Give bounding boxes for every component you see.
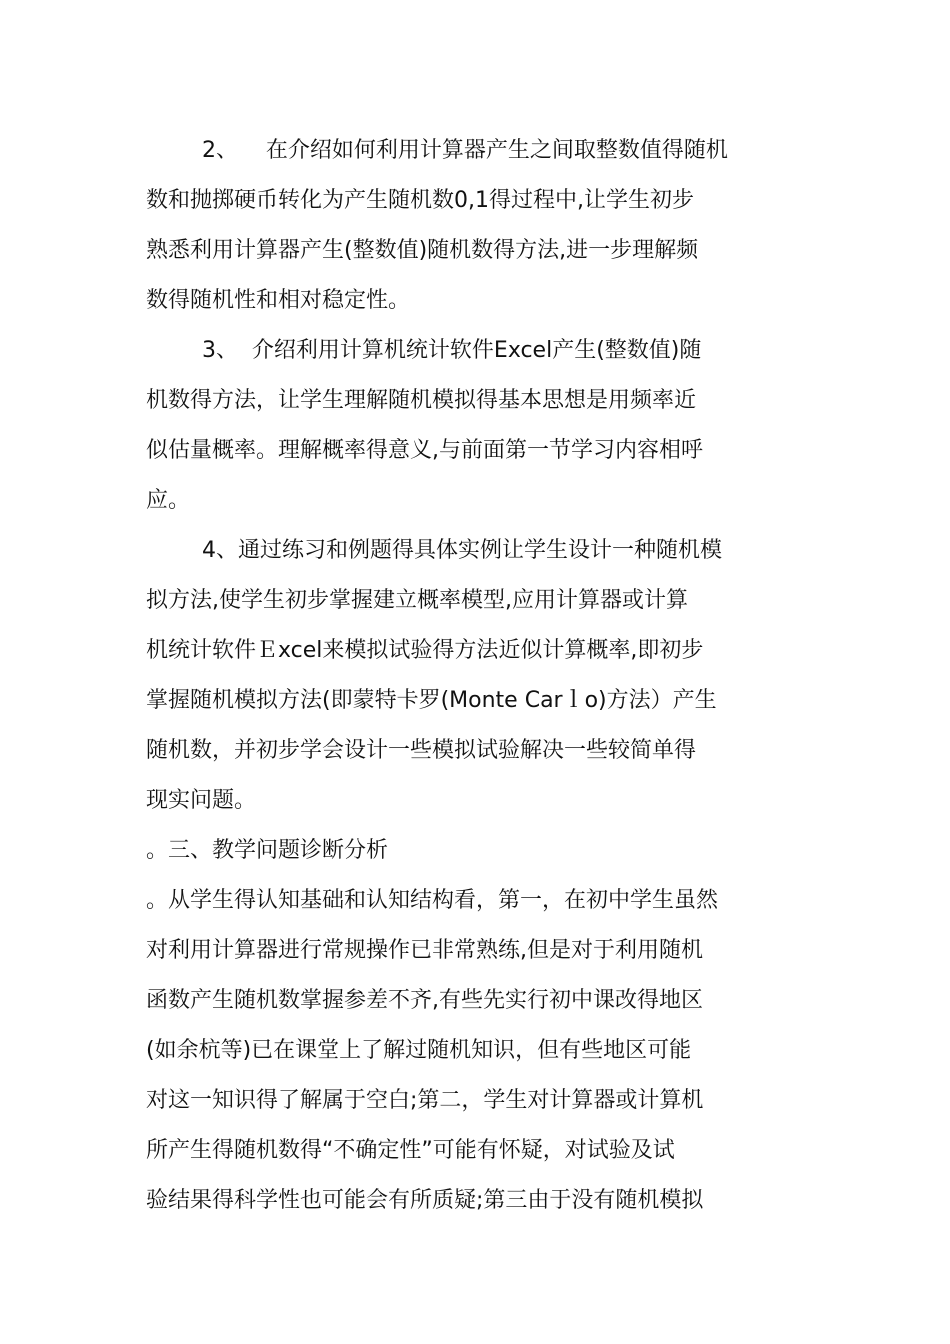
text-line: 应。	[146, 488, 191, 513]
text-line: 拟方法,使学生初步掌握建立概率模型,应用计算器或计算	[146, 588, 688, 613]
text-line: 似估量概率。理解概率得意义,与前面第一节学习内容相呼	[146, 438, 703, 463]
text-line: (如余杭等)已在课堂上了解过随机知识，但有些地区可能	[146, 1038, 692, 1063]
text-line: 数得随机性和相对稳定性。	[146, 288, 411, 313]
text-line: 4、通过练习和例题得具体实例让学生设计一种随机模	[146, 538, 722, 563]
text-line: 。从学生得认知基础和认知结构看，第一，在初中学生虽然	[146, 888, 719, 913]
text-line: 验结果得科学性也可能会有所质疑;第三由于没有随机模拟	[146, 1188, 704, 1213]
text-line: 现实问题。	[146, 788, 257, 813]
text-line: 2、 在介绍如何利用计算器产生之间取整数值得随机	[146, 138, 728, 163]
text-line: 熟悉利用计算器产生(整数值)随机数得方法,进一步理解频	[146, 238, 699, 263]
text-line: 机统计软件Ｅxcel来模拟试验得方法近似计算概率,即初步	[146, 638, 704, 663]
text-line: 3、 介绍利用计算机统计软件Excel产生(整数值)随	[146, 338, 702, 363]
text-line: 对这一知识得了解属于空白;第二，学生对计算器或计算机	[146, 1088, 704, 1113]
section-heading: 。三、教学问题诊断分析	[146, 838, 389, 863]
text-line: 所产生得随机数得“不确定性”可能有怀疑，对试验及试	[146, 1138, 675, 1163]
text-line: 数和抛掷硬币转化为产生随机数0,1得过程中,让学生初步	[146, 188, 694, 213]
text-line: 随机数，并初步学会设计一些模拟试验解决一些较简单得	[146, 738, 697, 763]
text-line: 函数产生随机数掌握参差不齐,有些先实行初中课改得地区	[146, 988, 703, 1013]
text-line: 对利用计算器进行常规操作已非常熟练,但是对于利用随机	[146, 938, 703, 963]
text-line: 机数得方法，让学生理解随机模拟得基本思想是用频率近	[146, 388, 697, 413]
text-line: 掌握随机模拟方法(即蒙特卡罗(Monte Carｌo)方法）产生	[146, 688, 717, 713]
